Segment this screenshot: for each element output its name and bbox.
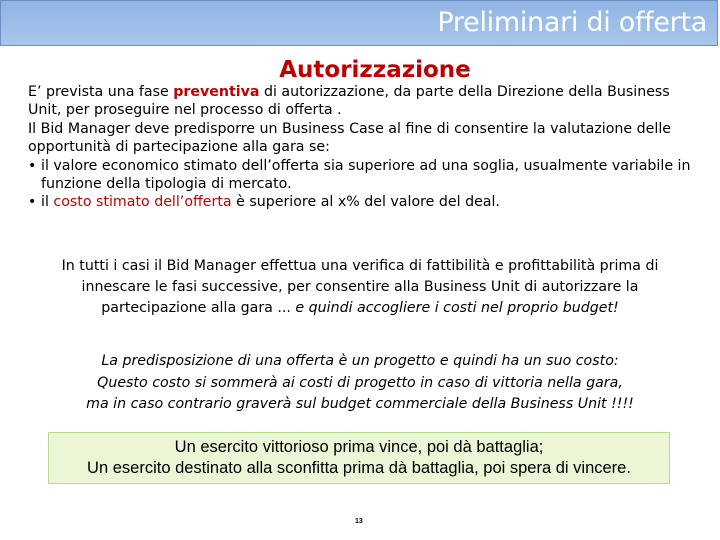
bullet-icon: • xyxy=(28,194,37,211)
intro-paragraph: E’ prevista una fase preventiva di autorizzazione, da parte della Direzione della Business Unit, per proseguire nel processo di offerta . xyxy=(28,84,670,119)
bullet-item-2: • il costo stimato dell’offerta è superiore al x% del valore del deal. xyxy=(28,194,500,211)
slide-title: Preliminari di offerta xyxy=(437,7,707,38)
cost-note-line-2: Questo costo si sommerà ai costi di progetto in caso di vittoria nella gara, xyxy=(97,374,623,391)
verification-paragraph: In tutti i casi il Bid Manager effettua una verifica di fattibilità e profittabilità prima di innescare le fasi successive, per consentire alla Business Unit di autorizzare la partecipazione alla gara ... e quindi accogliere i costi nel proprio budget! xyxy=(61,258,659,316)
quote-line-2: Un esercito destinato alla sconfitta prima dà battaglia, poi spera di vincere. xyxy=(87,459,631,477)
cost-note xyxy=(40,351,680,416)
page-number: 13 xyxy=(355,518,363,525)
slide-subtitle: Autorizzazione xyxy=(279,57,471,83)
quote-box xyxy=(48,432,670,484)
cost-note-line-3: ma in caso contrario graverà sul budget commerciale della Business Unit !!!! xyxy=(86,396,634,412)
cost-note-line-1: La predisposizione di una offerta è un progetto e quindi ha un suo costo: xyxy=(101,353,619,369)
highlight-costo: costo stimato dell’offerta xyxy=(53,194,232,211)
header-bar xyxy=(0,0,718,46)
bullet-icon: • xyxy=(28,157,37,174)
condition-paragraph: Il Bid Manager deve predisporre un Business Case al fine di consentire la valutazione delle opportunità di partecipazione alla gara se: xyxy=(28,120,672,156)
highlight-preventiva: preventiva xyxy=(173,84,260,100)
budget-note: e quindi accogliere i costi nel proprio budget! xyxy=(295,300,619,316)
body-text xyxy=(28,83,698,212)
bullet-item-1: • il valore economico stimato dell’offerta sia superiore ad una soglia, usualmente variabile in funzione della tipologia di mercato. xyxy=(28,157,691,193)
quote-line-1: Un esercito vittorioso prima vince, poi dà battaglia; xyxy=(174,438,544,456)
